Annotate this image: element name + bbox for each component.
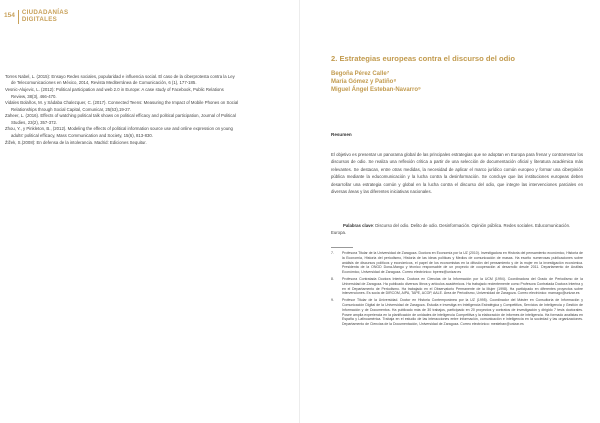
footnote-text: Profesora Contratada Doctora Interina. Doctora en Ciencias de la Información por la UCM (1994). Coordinadora del Grado de Periodismo de la Universidad de Zaragoza. Ha publicado diversos libros y artículos académicos. Ha trabajado recientemente como Profesora Contratada Doctora Interina y en el Departamento de Periodismo. Ha trabajado en el Observatorio Permanente de la Mujer (1998). Ha participado en diferentes proyectos sobre intervenciones. Es socia de DIRCOM, AIPA, TAPE, ACOP, AALE. Área de Periodismo, Universidad de Zaragoza. Correo electrónico: marnago@unizar.es [342,276,583,296]
footnote-text: Profesora Titular de la Universidad de Zaragoza. Doctora en Economía por la UZ (2010). Investigadora en Historia del pensamiento económico, Historia de la Economía, Historia del periodismo, Historia de las ideas políticas y Medios de comunicación de masas. Ha escrito numerosas publicaciones sobre análisis de discursos políticos y económicos, el papel de los economistas en la difusión del pensamiento y de la mujer en la investigación económica. Presidenta de la ONGD Dona-Mangu y técnico responsable de un proyecto de cooperación al desarrollo desde 2011. Departamento de Análisis Económico, Universidad de Zaragoza. Correo electrónico: bperez@unizar.es [342,251,583,275]
author-list [331,70,531,94]
page-number: 154 [4,12,15,19]
footnote-number: 8. [331,276,334,281]
header-title-line: CIUDADANÍAS [21,9,69,16]
footnote [331,298,583,327]
keywords [331,222,583,237]
footnote-text: Profesor Titular de la Universidad. Doctor en Historia Contemporánea por la UZ (1995). Coordinador del Máster en Consultoría de Información y Comunicación Digital de la Universidad de Zaragoza. Estudia e investiga en Inteligencia Estratégica y Competitiva, Servicios de Inteligencia y Gestión de Información y de Documentos. Ha publicado más de 30 trabajos, participado en 20 proyectos y contratos de investigación y dirigido 7 tesis doctorales. Posee amplia experiencia en la planificación de unidades de inteligencia Competitiva y la elaboración de informes de inteligencia. Ha formado analistas en España y Latinoamérica. Trabaja en el estudio de las interacciones entre información, comunicación e inteligencia en la sociedad y las organizaciones. Departamento de Ciencias de la Documentación, Universidad de Zaragoza. Correo electrónico: mesteban@unizar.es [342,298,583,327]
page-header [4,10,68,24]
abstract-text: El objetivo es presentar un panorama global de las principales estrategias que se adoptan en Europa para frenar y contrarrestar los discursos de odio. Se realiza una reflexión crítica a partir de una selección de documentación oficial y literatura académica más relevantes. Se destacan, entre otras medidas, la necesidad de aplicar el marco jurídico común europeo y formar una ciberpinión pública mediante la educomunicación y la lucha contra la desinformación. Se concluye que las instituciones europeas deben desarrollar una estrategia común y global en la lucha contra el discurso del odio, que integre las intervenciones parciales en diversas áreas y las diferentes iniciativas nacionales. [331,152,583,195]
header-divider [18,10,19,24]
footnote-list [331,251,583,329]
author-name: Begoña Pérez Calle⁷ [331,71,390,77]
reference-item: Torres Nabel, L. (2015): Ensayo Redes sociales, popularidad e influencia social. El caso de la ciberprotesta contra la Ley de Telecomunicaciones en México, 2014, Revista Mediterránea de Comunicación, 6 (1), 177-185. [5,74,235,86]
reference-item: Žižek, S.(2008): En defensa de la intolerancia. Madrid: Ediciones Sequitur. [5,139,147,145]
reference-item: Vidales Bolaños, M. y Sádaba Chalezquer, C. (2017). Connected Teens: Measuring the Impact of Mobile Phones on Social Relationships through Social Capital, Comunicar, 25(53),19-27. [5,100,239,112]
header-title-line: DIGITALES [21,15,58,23]
reference-item: Zhou, Y., y Pinkleton, B., (2012). Modeling the effects of political information source use and online expression on young adults' political efficacy, Mass Communication and Society, 15(6), 813-830. [5,126,233,138]
footnote-number: 9. [331,298,334,303]
keywords-text: : Discurso del odio. Delito de odio. Desinformación. Opinión pública. Redes sociales. Educomunicación. Europa. [331,223,571,236]
footnote-separator [331,247,353,248]
reference-item: Zaheer, L. (2016). Effects of watching political talk shows on political efficacy and political participation, Journal of Political Studies, 23(2), 357-372. [5,113,236,125]
footnote [331,251,583,275]
reference-list [5,74,240,146]
author-name: María Gómez y Patiño⁸ [331,79,397,85]
running-header-title [22,10,69,23]
reference-item: Vesnic-Alujevic, L. (2012): Political participation and web 2.0 in Europe: A case study of Facebook, Public Relations Review, 38(3), 466-470. [5,87,224,99]
author-name: Miguel Ángel Esteban-Navarro⁹ [331,87,421,93]
article-title: 2. Estrategias europeas contra el discurso del odio [331,54,515,63]
footnote [331,277,583,296]
abstract-heading: Resumen [331,132,352,137]
footnote-number: 7. [331,251,334,255]
keywords-label: Palabras clave [343,223,373,228]
right-page [300,0,600,423]
